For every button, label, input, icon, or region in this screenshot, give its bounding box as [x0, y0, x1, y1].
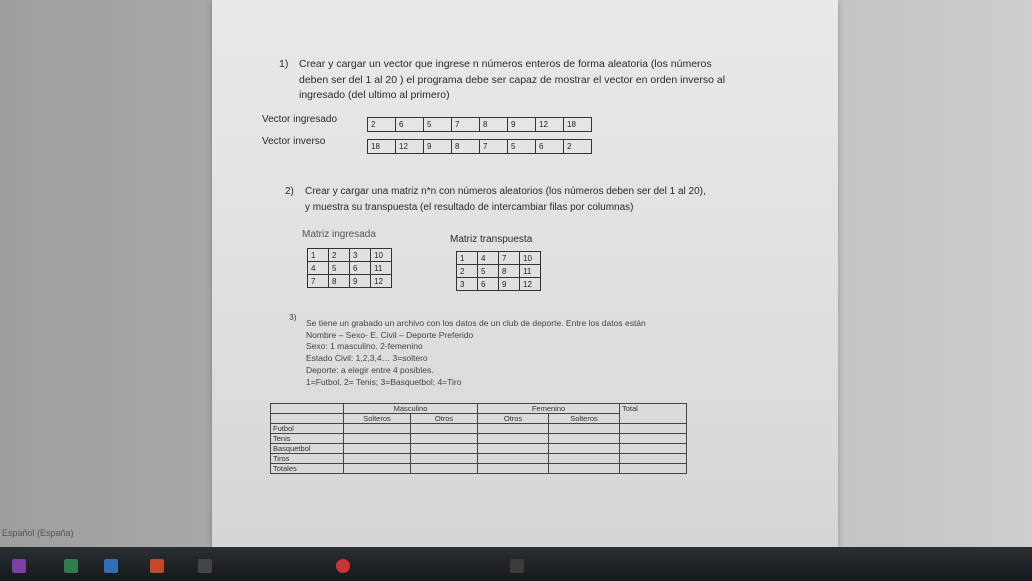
empty-cell	[478, 434, 549, 444]
vector-ingresado-cell: 5	[424, 118, 452, 132]
empty-cell	[549, 434, 620, 444]
q3-line6: 1=Futbol, 2= Tenis; 3=Basquetbol; 4=Tiro	[306, 377, 462, 387]
chrome-icon[interactable]	[336, 559, 350, 573]
empty-cell	[344, 454, 411, 464]
empty-cell	[620, 454, 687, 464]
q2-number: 2)	[285, 186, 294, 197]
matriz-ingresada-row	[308, 249, 392, 262]
row-label: Basquetbol	[271, 444, 344, 454]
matriz-transpuesta-cell: 1	[457, 252, 478, 265]
matriz-transpuesta-cell: 5	[478, 265, 499, 278]
subheader-cell: Otros	[478, 414, 549, 424]
vector-inverso-table	[367, 139, 592, 154]
onenote-icon[interactable]	[12, 559, 26, 573]
vector-inverso-cell: 2	[564, 140, 592, 154]
matriz-ingresada-row	[308, 275, 392, 288]
powerpoint-icon[interactable]	[150, 559, 164, 573]
matriz-transpuesta-cell: 3	[457, 278, 478, 291]
matriz-ingresada-cell: 10	[371, 249, 392, 262]
q1-line1: Crear y cargar un vector que ingrese n números enteros de forma aleatoria (los números	[299, 58, 712, 70]
matriz-ingresada-cell: 9	[350, 275, 371, 288]
excel-icon[interactable]	[64, 559, 78, 573]
row-label: Futbol	[271, 424, 344, 434]
matriz-transpuesta-cell: 9	[499, 278, 520, 291]
vector-ingresado-cell: 8	[480, 118, 508, 132]
empty-cell	[478, 424, 549, 434]
table-row	[271, 444, 687, 454]
matriz-transpuesta-cell: 2	[457, 265, 478, 278]
empty-cell	[478, 454, 549, 464]
matriz-ingresada-cell: 2	[329, 249, 350, 262]
empty-cell	[411, 454, 478, 464]
matriz-ingresada-cell: 6	[350, 262, 371, 275]
empty-cell	[549, 424, 620, 434]
empty-cell	[411, 464, 478, 474]
empty-cell	[549, 454, 620, 464]
vector-ingresado-cell: 9	[508, 118, 536, 132]
matriz-transpuesta-table	[456, 251, 541, 291]
matriz-ingresada-cell: 4	[308, 262, 329, 275]
empty-cell	[478, 444, 549, 454]
row-label: Totales	[271, 464, 344, 474]
empty-cell	[549, 444, 620, 454]
matriz-transpuesta-cell: 4	[478, 252, 499, 265]
vector-inverso-cell: 9	[424, 140, 452, 154]
empty-cell	[478, 464, 549, 474]
matriz-transpuesta-row	[457, 278, 541, 291]
subheader-cell: Solteros	[344, 414, 411, 424]
empty-cell	[411, 434, 478, 444]
vector-inverso-cell: 8	[452, 140, 480, 154]
vector-inverso-label: Vector inverso	[262, 136, 326, 147]
matriz-transpuesta-cell: 6	[478, 278, 499, 291]
head-total: Total	[620, 404, 687, 424]
empty-cell	[620, 464, 687, 474]
vector-inverso-cell: 6	[536, 140, 564, 154]
q3-line3: Sexo: 1 masculino. 2-femenino	[306, 341, 423, 351]
outlook-icon[interactable]	[104, 559, 118, 573]
row-label: Tiros	[271, 454, 344, 464]
matriz-transpuesta-cell: 12	[520, 278, 541, 291]
vector-ingresado-cell: 18	[564, 118, 592, 132]
matriz-transpuesta-row	[457, 252, 541, 265]
matriz-ingresada-cell: 11	[371, 262, 392, 275]
table-row	[271, 454, 687, 464]
vector-ingresado-cell: 7	[452, 118, 480, 132]
empty-cell	[620, 424, 687, 434]
head-masculino: Masculino	[344, 404, 478, 414]
subheader-cell: Solteros	[549, 414, 620, 424]
q1-number: 1)	[279, 58, 289, 70]
vector-ingresado-cell: 12	[536, 118, 564, 132]
q2-line2: y muestra su transpuesta (el resultado de intercambiar filas por columnas)	[305, 202, 634, 213]
language-status[interactable]: Español (España)	[2, 528, 74, 538]
vector-ingresado-cell: 2	[368, 118, 396, 132]
empty-cell	[411, 424, 478, 434]
vector-inverso-cell: 7	[480, 140, 508, 154]
empty-cell	[620, 434, 687, 444]
matriz-ingresada-cell: 1	[308, 249, 329, 262]
pen-icon[interactable]	[198, 559, 212, 573]
q1-line2: deben ser del 1 al 20 ) el programa debe ser capaz de mostrar el vector en orden inverso al	[299, 74, 726, 86]
empty-cell	[549, 464, 620, 474]
matriz-transpuesta-cell: 7	[499, 252, 520, 265]
vector-ingresado-table	[367, 117, 592, 132]
matriz-transpuesta-cell: 10	[520, 252, 541, 265]
matriz-ingresada-cell: 8	[329, 275, 350, 288]
subheader-cell: Otros	[411, 414, 478, 424]
matriz-ingresada-row	[308, 262, 392, 275]
table-row	[271, 424, 687, 434]
empty-cell	[620, 444, 687, 454]
vector-inverso-cell: 12	[396, 140, 424, 154]
vector-inverso-cell: 18	[368, 140, 396, 154]
matriz-transpuesta-label: Matriz transpuesta	[450, 234, 533, 245]
taskbar	[0, 547, 1032, 581]
document-page	[212, 0, 838, 548]
q2-line1: Crear y cargar una matriz n*n con números aleatorios (los números deben ser del 1 al 20),	[305, 186, 706, 197]
matriz-transpuesta-cell: 8	[499, 265, 520, 278]
club-table	[270, 403, 687, 474]
vector-inverso-cell: 5	[508, 140, 536, 154]
q3-number: 3)	[289, 312, 297, 322]
q3-line1: Se tiene un grabado un archivo con los datos de un club de deporte. Entre los datos están	[306, 318, 646, 328]
row-label: Tenis	[271, 434, 344, 444]
matriz-ingresada-label: Matriz ingresada	[302, 229, 376, 240]
vector-ingresado-cell: 6	[396, 118, 424, 132]
empty-cell	[344, 444, 411, 454]
table-row	[271, 464, 687, 474]
q3-line5: Deporte: a elegir entre 4 posibles.	[306, 365, 434, 375]
matriz-transpuesta-row	[457, 265, 541, 278]
matriz-ingresada-cell: 7	[308, 275, 329, 288]
app-icon[interactable]	[510, 559, 524, 573]
head-femenino: Femenino	[478, 404, 620, 414]
matriz-ingresada-cell: 3	[350, 249, 371, 262]
table-row	[271, 434, 687, 444]
matriz-ingresada-table	[307, 248, 392, 288]
q3-line2: Nombre – Sexo- E. Civil – Deporte Preferido	[306, 330, 474, 340]
empty-cell	[344, 434, 411, 444]
empty-cell	[344, 424, 411, 434]
vector-ingresado-label: Vector ingresado	[262, 114, 338, 125]
empty-cell	[344, 464, 411, 474]
matriz-ingresada-cell: 5	[329, 262, 350, 275]
matriz-ingresada-cell: 12	[371, 275, 392, 288]
matriz-transpuesta-cell: 11	[520, 265, 541, 278]
empty-cell	[411, 444, 478, 454]
q1-line3: ingresado (del ultimo al primero)	[299, 89, 450, 101]
q3-line4: Estado Civil: 1,2,3,4… 3=soltero	[306, 353, 428, 363]
